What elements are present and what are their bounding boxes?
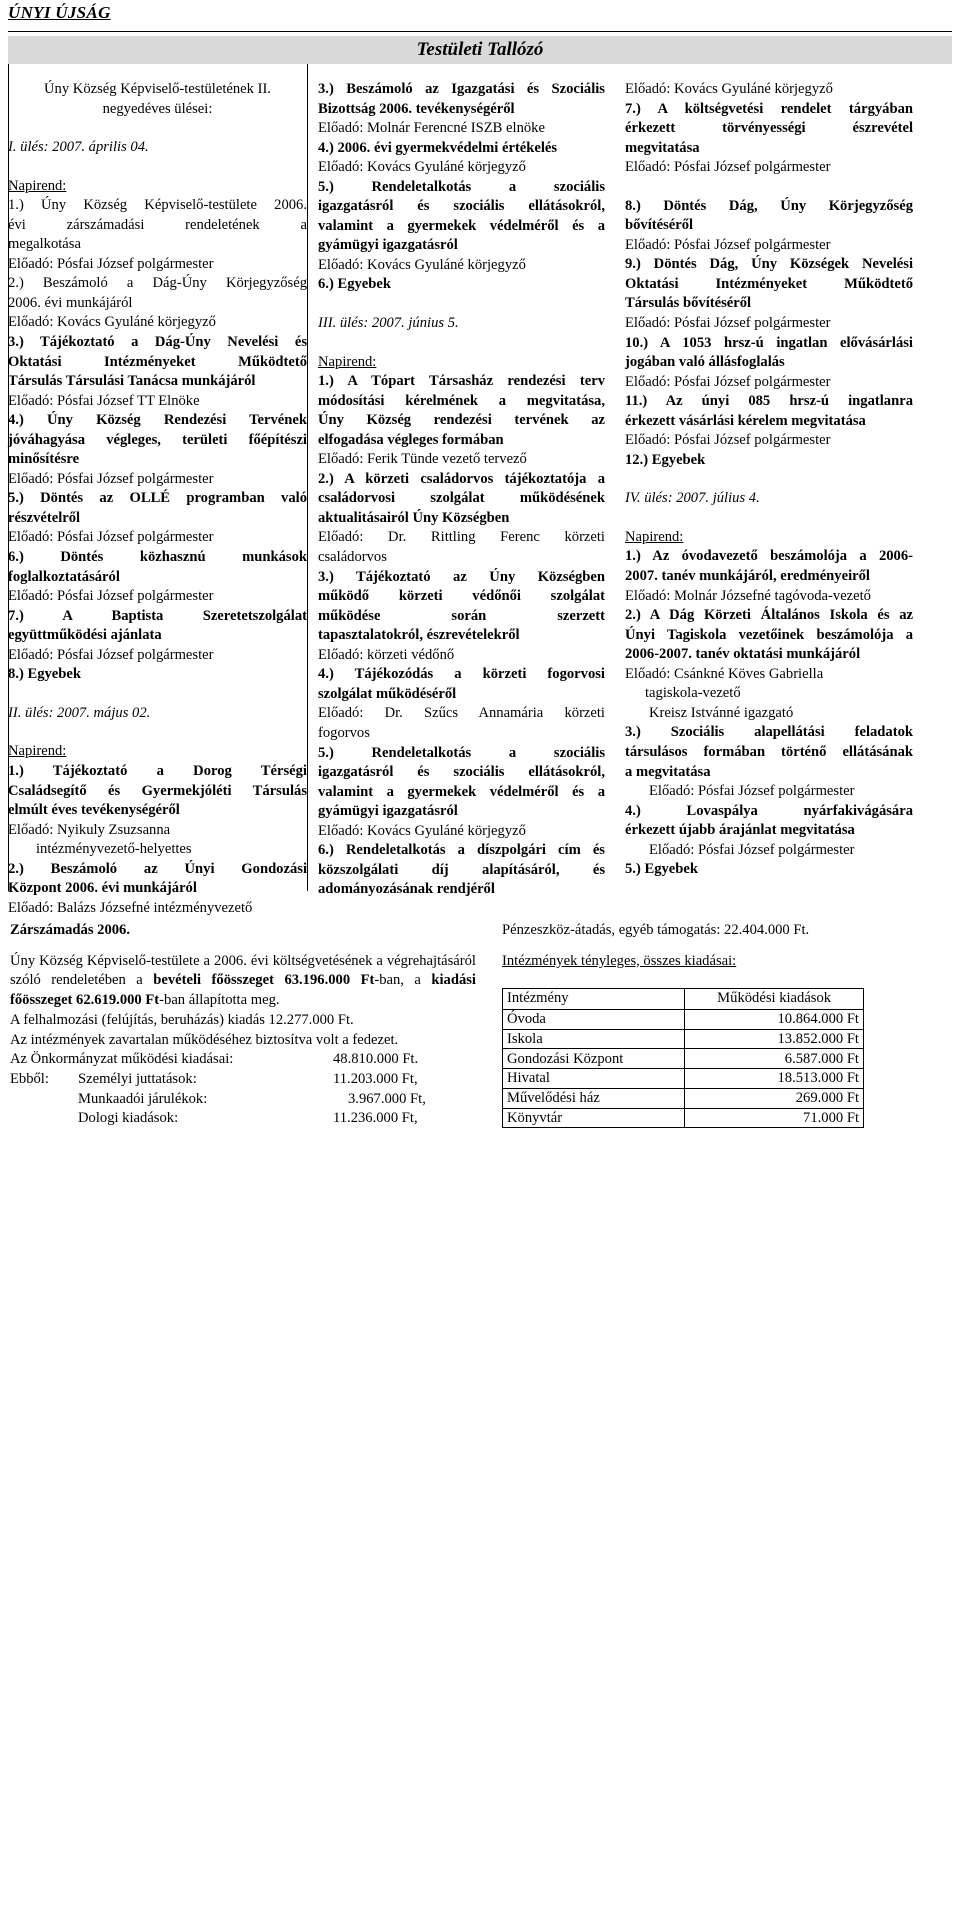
ebbol-label: Ebből: <box>10 1070 49 1087</box>
agenda-line: 6.) Egyebek <box>318 276 391 293</box>
agenda-line: érkezett vásárlási kérelem megvitatása <box>625 412 866 429</box>
agenda-line: 7.) A Baptista Szeretetszolgálat <box>8 607 307 624</box>
agenda-line: Előadó: Pósfai József TT Elnöke <box>8 392 200 409</box>
agenda-line: 1.) Úny Község Képviselő-testülete 2006. <box>8 197 307 214</box>
intezmeny-name-cell: Iskola <box>503 1029 685 1049</box>
agenda-line: 11.) Az únyi 085 hrsz-ú ingatlanra <box>625 393 913 410</box>
agenda-line: Oktatási Intézményeket Működtető <box>625 275 913 292</box>
spacer <box>318 295 605 314</box>
text-span: -ban állapította meg. <box>159 992 280 1009</box>
table-header-row <box>503 989 864 1010</box>
agenda-line: 2.) A Dág Körzeti Általános Iskola és az <box>625 607 913 624</box>
agenda-line: 2006-2007. tanév oktatási munkájáról <box>625 646 861 663</box>
zarszamadas-section <box>10 921 476 1129</box>
agenda-line: gyámügyi igazgatásról <box>318 237 458 254</box>
agenda-line: aktualitásairól Úny Községben <box>318 509 510 526</box>
agenda-line: adományozásának rendjéről <box>318 881 495 898</box>
agenda-line: 8.) Döntés Dág, Úny Körjegyzőség <box>625 197 913 214</box>
agenda-line: részvételről <box>8 509 81 526</box>
intezmenyek-table <box>502 988 864 1128</box>
agenda-line: 5.) Egyebek <box>625 861 698 878</box>
masthead: ÚNYI ÚJSÁG <box>8 3 111 22</box>
kiadas-item-value: 11.203.000 Ft, <box>333 1070 418 1087</box>
spacer <box>625 178 913 197</box>
agenda-line: 5.) Rendeletalkotás a szociális <box>318 178 605 195</box>
agenda-line: Központ 2006. évi munkájáról <box>8 880 197 897</box>
agenda-line: 3.) Beszámoló az Igazgatási és Szociális <box>318 81 605 97</box>
intezmeny-name-cell: Könyvtár <box>503 1108 685 1128</box>
zarszamadas-title: Zárszámadás 2006. <box>10 922 130 938</box>
penzeszkoz-atadas-line: Pénzeszköz-átadás, egyéb támogatás: 22.404.000 Ft. <box>502 922 810 938</box>
agenda-line: 6.) Rendeletalkotás a díszpolgári cím és <box>318 842 605 859</box>
intezmeny-name-cell: Hivatal <box>503 1069 685 1089</box>
intezmeny-amount-cell: 71.000 Ft <box>685 1108 864 1128</box>
agenda-line: Kreisz Istvánné igazgató <box>649 704 794 721</box>
agenda-line: Előadó: Kovács Gyuláné körjegyző <box>318 256 526 273</box>
agenda-line: jóváhagyása végleges, területi főépítészi <box>8 431 307 448</box>
agenda-line: Társulás bővítéséről <box>625 295 752 312</box>
spacer <box>8 158 307 177</box>
agenda-line: Előadó: Pósfai József polgármester <box>649 841 855 858</box>
agenda-line: Únyi Tagiskola vezetőinek beszámolója a <box>625 626 913 643</box>
intezmeny-amount-cell: 13.852.000 Ft <box>685 1029 864 1049</box>
intezmenyek-section <box>502 921 882 1127</box>
intezmeny-name-cell: Művelődési ház <box>503 1088 685 1108</box>
agenda-line: fogorvos <box>318 724 370 741</box>
agenda-line: Előadó: Pósfai József polgármester <box>8 529 214 546</box>
header-rule <box>8 31 952 32</box>
intezmeny-amount-cell: 18.513.000 Ft <box>685 1069 864 1089</box>
agenda-line: tapasztalatokról, észrevételekről <box>318 627 520 644</box>
text-span: Úny Község Képviselő-testülete a 2006. évi költségvetésének a végrehajtásáról szóló rendeletében a <box>10 952 476 989</box>
agenda-line: Napirend: <box>8 743 67 760</box>
agenda-line: elfogadása végleges formában <box>318 431 504 448</box>
agenda-line: 3.) Tájékoztató a Dág-Úny Nevelési és <box>8 334 307 351</box>
agenda-line: Előadó: Balázs Józsefné intézményvezető <box>8 899 253 916</box>
agenda-line: IV. ülés: 2007. július 4. <box>625 490 760 507</box>
agenda-line: 4.) Úny Község Rendezési Tervének <box>8 412 307 429</box>
agenda-line: Előadó: Dr. Rittling Ferenc körzeti <box>318 529 605 546</box>
agenda-line: valamint a gyermekek védelméről és a <box>318 217 605 234</box>
agenda-line: tagiskola-vezető <box>645 685 741 702</box>
agenda-line: Előadó: Csánkné Köves Gabriella <box>625 665 824 682</box>
spacer <box>625 470 913 489</box>
agenda-line: Előadó: Molnár Józsefné tagóvoda-vezető <box>625 587 871 604</box>
text-span: -ban, a <box>374 972 432 989</box>
agenda-line: társulásos formában történő ellátásának <box>625 743 913 760</box>
agenda-line: Előadó: Kovács Gyuláné körjegyző <box>8 314 216 331</box>
agenda-line: Előadó: Kovács Gyuláné körjegyző <box>318 159 526 176</box>
agenda-line: Előadó: Pósfai József polgármester <box>8 255 214 272</box>
agenda-line: 7.) A költségvetési rendelet tárgyában <box>625 100 913 117</box>
intezmenyek-table-title: Intézmények tényleges, összes kiadásai: <box>502 952 737 969</box>
agenda-line: II. ülés: 2007. május 02. <box>8 704 151 721</box>
agenda-line: családorvos <box>318 549 387 566</box>
table-row <box>503 1049 864 1069</box>
table-row <box>503 1009 864 1029</box>
agenda-line: III. ülés: 2007. június 5. <box>318 315 459 332</box>
agenda-line: 5.) Döntés az OLLÉ programban való <box>8 490 307 507</box>
spacer <box>8 685 307 704</box>
agenda-column-3 <box>625 80 913 880</box>
agenda-line: Előadó: Pósfai József polgármester <box>649 783 855 800</box>
zarszamadas-paragraph <box>10 952 476 1011</box>
agenda-line: évi zárszámadási rendeletének a <box>8 216 307 233</box>
agenda-line: Előadó: Pósfai József polgármester <box>625 432 831 449</box>
agenda-line: 1.) A Tópart Társasház rendezési terv <box>318 373 605 390</box>
agenda-line: működése során szerzett <box>318 607 605 624</box>
agenda-line: 2.) Beszámoló az Únyi Gondozási <box>8 860 307 877</box>
agenda-line: igazgatásról és szociális ellátásokról, <box>318 764 605 781</box>
agenda-line: igazgatásról és szociális ellátásokról, <box>318 198 605 215</box>
agenda-line: 4.) 2006. évi gyermekvédelmi értékelés <box>318 139 558 156</box>
agenda-line: 5.) Rendeletalkotás a szociális <box>318 744 605 761</box>
agenda-line: megvitatása <box>625 139 700 156</box>
agenda-line: Előadó: Dr. Szűcs Annamária körzeti <box>318 705 605 722</box>
kiadas-item-value: 11.236.000 Ft, <box>333 1110 418 1127</box>
agenda-line: 4.) Lovaspálya nyárfakivágására <box>625 802 913 819</box>
agenda-line: szolgálat működéséről <box>318 685 457 702</box>
agenda-line: érkezett újabb árajánlat megvitatása <box>625 822 855 839</box>
agenda-line: 12.) Egyebek <box>625 451 706 468</box>
onkormanyzat-kiadas-label: Az Önkormányzat működési kiadásai: <box>10 1051 234 1068</box>
felhalmozasi-paragraph: A felhalmozási (felújítás, beruházás) kiadás 12.277.000 Ft. <box>10 1011 354 1028</box>
agenda-line: elmúlt éves tevékenységéről <box>8 802 180 819</box>
intezmeny-name-cell: Óvoda <box>503 1009 685 1029</box>
agenda-column-2 <box>318 80 605 900</box>
table-header-kiadasok: Működési kiadások <box>685 989 864 1010</box>
agenda-line: Előadó: Kovács Gyuláné körjegyző <box>318 822 526 839</box>
agenda-line: Előadó: Pósfai József polgármester <box>8 646 214 663</box>
agenda-line: érkezett törvényességi észrevétel <box>625 120 913 137</box>
agenda-line: módosítási kérelmének a megvitatása, <box>318 392 605 409</box>
agenda-line: 3.) Tájékoztató az Úny Községben <box>318 568 605 585</box>
intezmeny-amount-cell: 269.000 Ft <box>685 1088 864 1108</box>
spacer <box>8 119 307 138</box>
table-row <box>503 1069 864 1089</box>
kiadas-item-row <box>10 1070 476 1090</box>
agenda-line: 1.) Tájékoztató a Dorog Térségi <box>8 762 307 779</box>
section-title: Testületi Tallózó <box>416 39 544 60</box>
table-header-intezmeny: Intézmény <box>503 989 685 1010</box>
agenda-line: Előadó: Pósfai József polgármester <box>625 159 831 176</box>
kiadas-item-label: Személyi juttatások: <box>78 1070 197 1087</box>
agenda-line: negyedéves ülései: <box>102 100 213 117</box>
agenda-line: jogában való állásfoglalás <box>625 354 785 371</box>
text-span <box>274 972 284 988</box>
agenda-line: Társulás Társulási Tanácsa munkájáról <box>8 373 256 390</box>
agenda-line: valamint a gyermekek védelméről és a <box>318 783 605 800</box>
kiadas-item-row <box>10 1090 476 1110</box>
agenda-line: 2.) Beszámoló a Dág-Úny Körjegyzőség <box>8 275 307 292</box>
agenda-line: együttműködési ajánlata <box>8 627 162 644</box>
agenda-line: Napirend: <box>8 177 67 194</box>
agenda-line: Napirend: <box>318 353 377 370</box>
agenda-line: gyámügyi igazgatásról <box>318 803 458 820</box>
agenda-line: 1.) Az óvodavezető beszámolója a 2006- <box>625 548 913 565</box>
agenda-line: Úny Község Képviselő-testületének II. <box>44 81 271 97</box>
bold-span: kiadási főösszeget 62.619.000 Ft <box>10 972 476 1009</box>
agenda-line: Napirend: <box>625 528 684 545</box>
agenda-line: foglalkoztatásáról <box>8 568 120 585</box>
agenda-line: 6.) Döntés közhasznú munkások <box>8 549 307 566</box>
agenda-line: 2006. évi munkájáról <box>8 294 133 311</box>
onkormanyzat-kiadas-value: 48.810.000 Ft. <box>333 1051 419 1068</box>
agenda-line: működő körzeti védőnői szolgálat <box>318 588 605 605</box>
section-banner <box>8 36 952 64</box>
agenda-line: Előadó: Pósfai József polgármester <box>8 470 214 487</box>
column-divider-middle <box>307 64 308 891</box>
agenda-column-1 <box>8 80 307 918</box>
agenda-line: megalkotása <box>8 236 81 253</box>
agenda-line: Előadó: Pósfai József polgármester <box>625 315 831 332</box>
kiadas-item-row <box>10 1109 476 1129</box>
spacer <box>625 509 913 528</box>
agenda-line: családorvosi szolgálat működésének <box>318 490 605 507</box>
agenda-line: 2.) A körzeti családorvos tájékoztatója a <box>318 470 605 487</box>
agenda-line: I. ülés: 2007. április 04. <box>8 139 149 156</box>
kiadas-item-label: Dologi kiadások: <box>78 1110 179 1127</box>
agenda-line: Bizottság 2006. tevékenységéről <box>318 100 515 117</box>
table-row <box>503 1088 864 1108</box>
agenda-line: Előadó: Molnár Ferencné ISZB elnöke <box>318 120 545 137</box>
kiadas-item-value: 3.967.000 Ft, <box>348 1090 426 1107</box>
fedezet-paragraph: Az intézmények zavartalan működéséhez biztosítva volt a fedezet. <box>10 1031 399 1048</box>
agenda-line: Előadó: körzeti védőnő <box>318 646 455 663</box>
agenda-line: 9.) Döntés Dág, Úny Községek Nevelési <box>625 256 913 273</box>
agenda-line: Előadó: Pósfai József polgármester <box>8 588 214 605</box>
onkormanyzat-kiadas-row <box>10 1050 476 1070</box>
intezmeny-amount-cell: 10.864.000 Ft <box>685 1009 864 1029</box>
agenda-line: Előadó: Kovács Gyuláné körjegyző <box>625 81 833 97</box>
agenda-line: 8.) Egyebek <box>8 666 81 683</box>
table-row <box>503 1108 864 1128</box>
agenda-line: a megvitatása <box>625 763 711 780</box>
intezmeny-name-cell: Gondozási Központ <box>503 1049 685 1069</box>
table-row <box>503 1029 864 1049</box>
agenda-line: 3.) Szociális alapellátási feladatok <box>625 724 913 741</box>
agenda-line: 10.) A 1053 hrsz-ú ingatlan elővásárlási <box>625 334 913 351</box>
agenda-line: 4.) Tájékozódás a körzeti fogorvosi <box>318 666 605 683</box>
agenda-line: Előadó: Pósfai József polgármester <box>625 236 831 253</box>
agenda-line: intézményvezető-helyettes <box>36 841 192 858</box>
bold-span: 63.196.000 Ft <box>284 972 375 989</box>
agenda-line: bővítéséről <box>625 217 694 234</box>
spacer <box>318 334 605 353</box>
agenda-line: Előadó: Ferik Tünde vezető tervező <box>318 451 527 468</box>
agenda-line: Családsegítő és Gyermekjóléti Társulás <box>8 782 307 799</box>
agenda-line: Úny Község rendezési tervének az <box>318 412 605 429</box>
bold-span: bevételi főösszeget <box>153 972 274 989</box>
agenda-line: minősítésre <box>8 451 80 468</box>
kiadas-item-label: Munkaadói járulékok: <box>78 1090 208 1107</box>
intezmeny-amount-cell: 6.587.000 Ft <box>685 1049 864 1069</box>
agenda-line: Oktatási Intézményeket Működtető <box>8 353 307 370</box>
spacer <box>8 723 307 742</box>
agenda-line: Előadó: Nyikuly Zsuzsanna <box>8 821 171 838</box>
agenda-line: közszolgálati díj alapításáról, és <box>318 861 605 878</box>
agenda-line: Előadó: Pósfai József polgármester <box>625 373 831 390</box>
agenda-line: 2007. tanév munkájáról, eredményeiről <box>625 568 870 585</box>
